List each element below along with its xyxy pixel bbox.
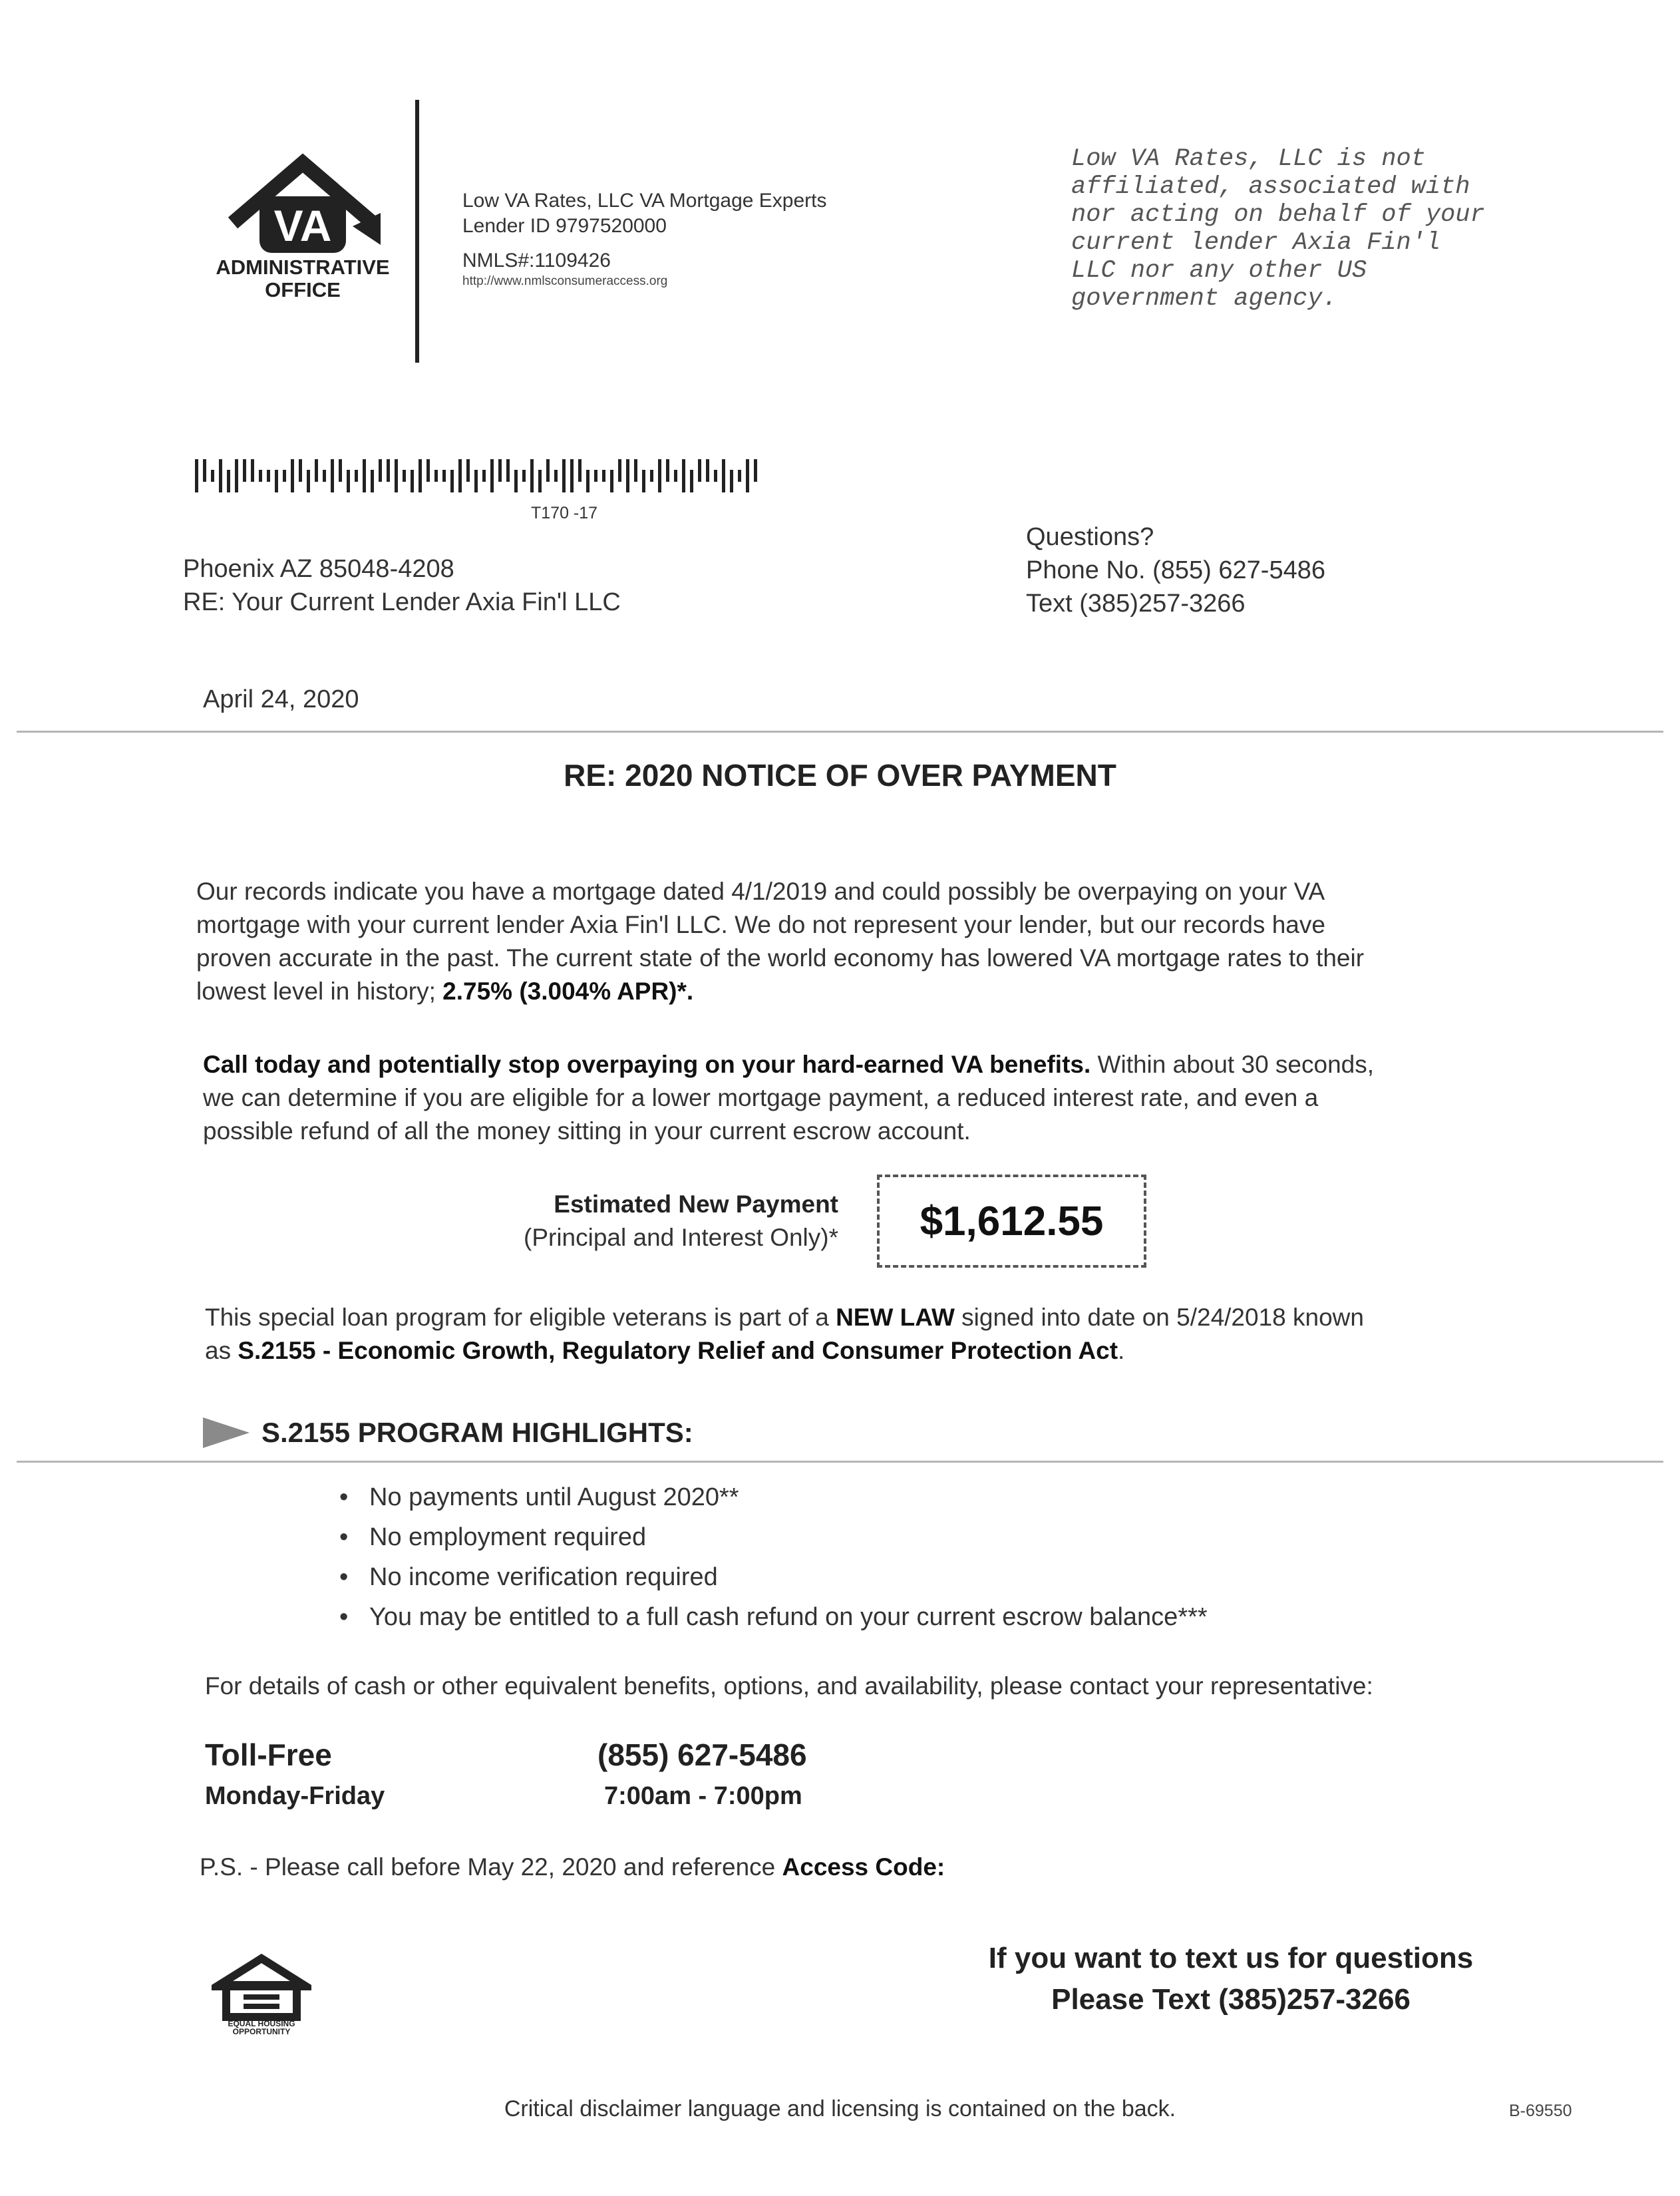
ps-note: P.S. - Please call before May 22, 2020 and reference Access Code: [200, 1853, 945, 1881]
highlights-list [339, 1477, 1208, 1637]
equal-housing-text: EQUAL HOUSING OPPORTUNITY [228, 2019, 295, 2036]
address-line: Phoenix AZ 85048-4208 [183, 555, 454, 583]
barcode-code: T170 -17 [531, 504, 598, 522]
postal-barcode [195, 459, 794, 492]
header-divider [415, 100, 419, 363]
divider-highlights [17, 1461, 1663, 1463]
rate-highlight: 2.75% (3.004% APR)*. [442, 978, 694, 1005]
list-item: • No income verification required [339, 1557, 1208, 1597]
logo-caption: ADMINISTRATIVE OFFICE [216, 256, 390, 301]
highlights-heading: S.2155 PROGRAM HIGHLIGHTS: [203, 1416, 693, 1449]
toll-free-phone[interactable]: (855) 627-5486 [597, 1738, 807, 1772]
svg-text:VA: VA [273, 201, 332, 250]
phone-line: Phone No. (855) 627-5486 [1026, 556, 1325, 584]
payment-amount-box: $1,612.55 [877, 1175, 1146, 1268]
toll-free-label: Toll-Free [205, 1738, 332, 1772]
paragraph-new-law: This special loan program for eligible veterans is part of a NEW LAW signed into date on 5/24/2018 known as S.2155 - Economic Growth, Regulatory Relief and Consumer Protection Act. [205, 1304, 1364, 1364]
list-item: • No payments until August 2020** [339, 1477, 1208, 1517]
critical-disclaimer: Critical disclaimer language and licensing is contained on the back. [504, 2096, 1176, 2121]
text-questions: If you want to text us for questions Please Text (385)257-3266 [988, 1942, 1474, 2016]
questions-contact [1026, 520, 1325, 620]
letter-date: April 24, 2020 [203, 685, 359, 713]
paragraph-call-today: Call today and potentially stop overpaying on your hard-earned VA benefits. Within about 30 seconds, we can determine if you are eligible for a lower mortgage payment, a reduced interest rate, and even a possible refund of all the money sitting in your current escrow account. [203, 1051, 1375, 1145]
equal-housing-icon [212, 1953, 311, 2053]
list-item: • No employment required [339, 1517, 1208, 1557]
re-line: RE: Your Current Lender Axia Fin'l LLC [183, 588, 621, 616]
nmls-number: NMLS#:1109426 [462, 250, 611, 272]
arrow-right-icon [203, 1416, 250, 1449]
hours: 7:00am - 7:00pm [604, 1782, 802, 1810]
recipient-address [183, 552, 621, 619]
payment-label: Estimated New Payment (Principal and Interest Only)* [524, 1190, 838, 1251]
paragraph-records: Our records indicate you have a mortgage dated 4/1/2019 and could possibly be overpaying on your VA mortgage with your current lender Axia Fin'l LLC. We do not represent your lender, but our records have proven accurate in the past. The current state of the world economy has lowered VA mortgage rates to their lowest level in history; 2.75% (3.004% APR)*. [196, 878, 1365, 1005]
form-code: B-69550 [1509, 2102, 1572, 2120]
company-name: Low VA Rates, LLC VA Mortgage Experts [462, 190, 827, 212]
nmls-url: http://www.nmlsconsumeraccess.org [462, 274, 668, 288]
days-label: Monday-Friday [205, 1782, 385, 1810]
text-line: Text (385)257-3266 [1026, 590, 1246, 618]
lender-id: Lender ID 9797520000 [462, 215, 667, 237]
letter-title: RE: 2020 NOTICE OF OVER PAYMENT [564, 758, 1116, 793]
divider-top [17, 731, 1663, 733]
list-item: • You may be entitled to a full cash refund on your current escrow balance*** [339, 1597, 1208, 1637]
questions-label: Questions? [1026, 523, 1154, 551]
details-text: For details of cash or other equivalent benefits, options, and availability, please contact your representative: [205, 1672, 1373, 1700]
company-info [462, 188, 827, 239]
affiliation-disclaimer: Low VA Rates, LLC is not affiliated, associated with nor acting on behalf of your current lender Axia Fin'l LLC nor any other US government agency. [1071, 145, 1485, 313]
